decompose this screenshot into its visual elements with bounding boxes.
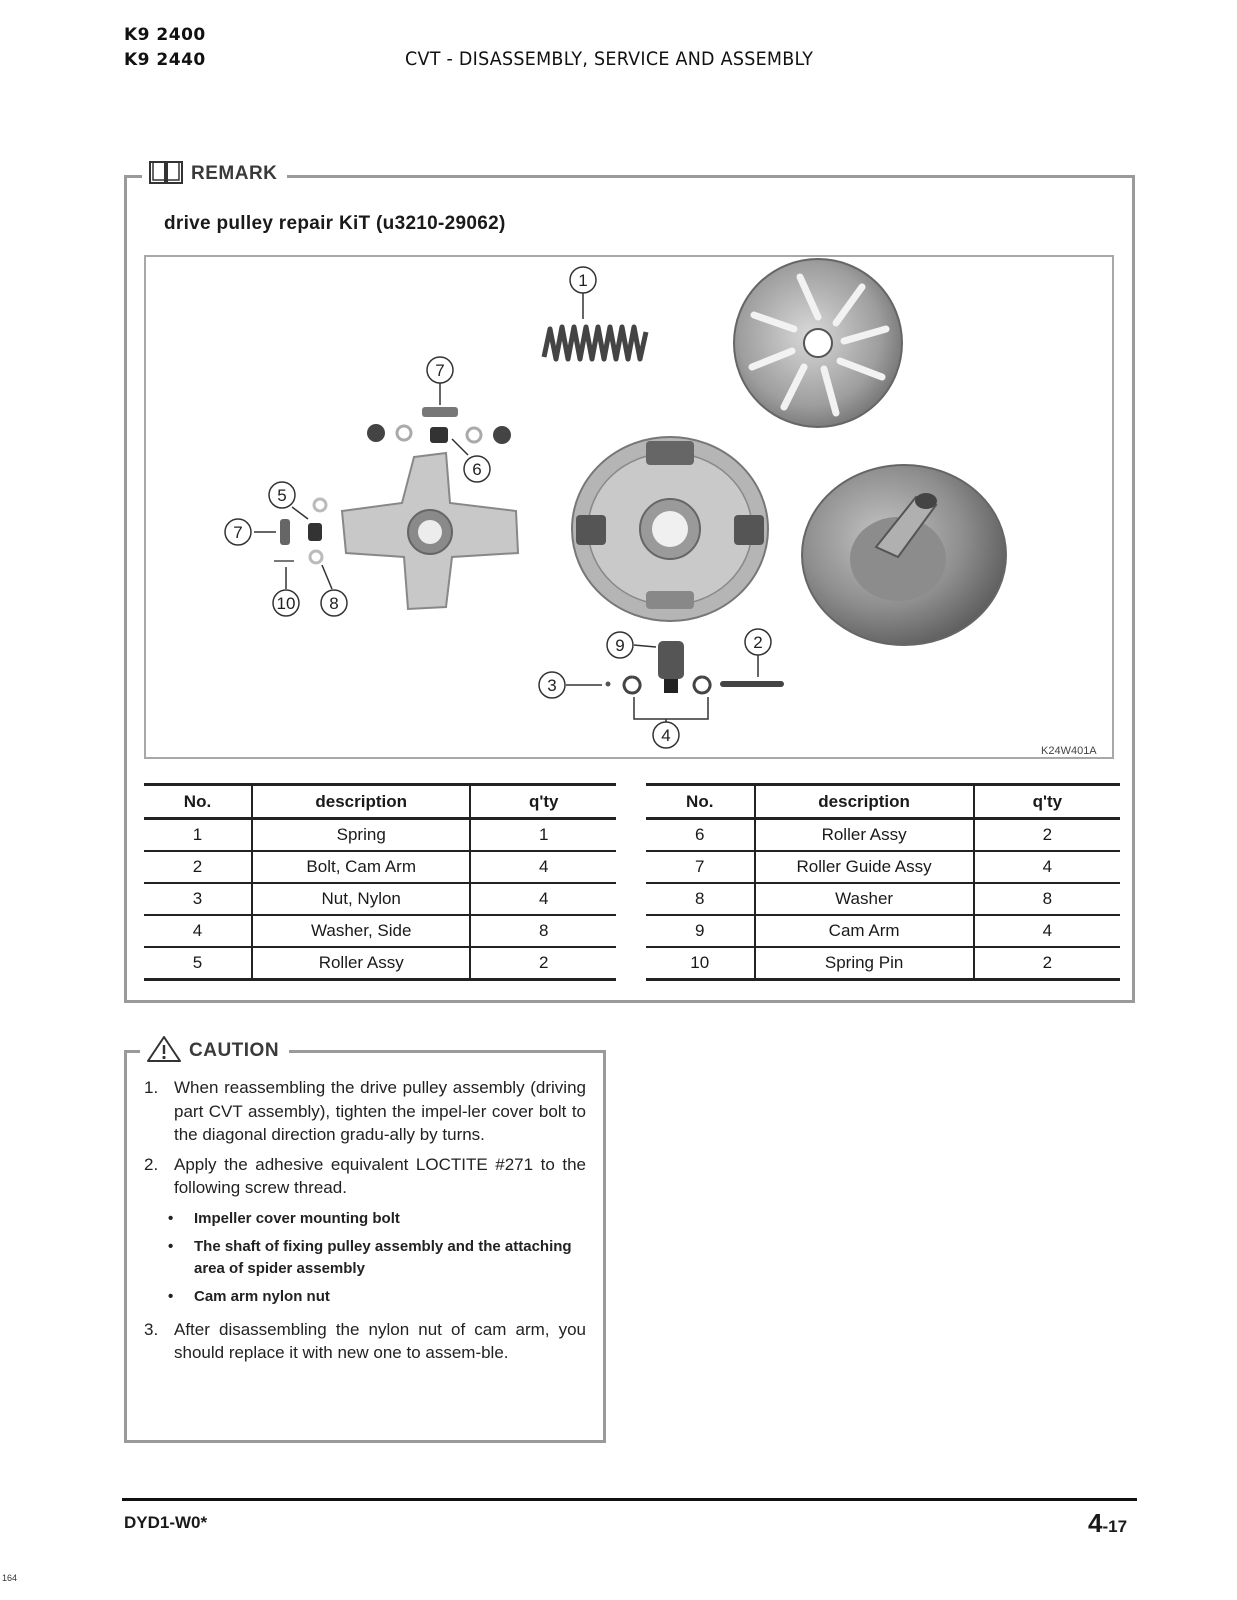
spring-part [544,327,646,359]
callout-1: 1 [578,271,588,290]
cell-description: Bolt, Cam Arm [252,851,470,883]
document-code: DYD1-W0* [124,1513,208,1532]
bullet-item: • Impeller cover mounting bolt [168,1208,586,1230]
remark-label: REMARK [191,163,278,184]
table-row [144,883,616,915]
caution-item [140,1318,586,1365]
page-number [1088,1508,1127,1539]
caution-item [140,1076,586,1147]
cell-no: 7 [646,851,755,883]
cell-no: 6 [646,819,755,852]
warning-triangle-icon [146,1035,182,1068]
remark-header [142,160,287,188]
figure-code: K24W401A [1041,745,1097,757]
caution-item-number: 1. [144,1078,159,1097]
callout-4: 4 [661,726,671,745]
caution-item-text: After disassembling the nylon nut of cam arm, you should replace it with new one to assem-ble. [174,1319,586,1362]
caution-list [140,1076,586,1371]
cell-no: 4 [144,915,252,947]
table-row [646,851,1120,883]
cell-description: Cam Arm [755,915,974,947]
cell-no: 9 [646,915,755,947]
callout-10: 10 [276,594,296,613]
caution-item-text: Apply the adhesive equivalent LOCTITE #271 to the following screw thread. [174,1154,586,1197]
callout-8: 8 [329,594,339,613]
bullet-text: The shaft of fixing pulley assembly and the attaching area of spider assembly [194,1237,572,1277]
cell-qty: 8 [974,883,1120,915]
header-no: No. [646,785,755,819]
page-chapter: 4 [1088,1508,1103,1538]
cell-no: 3 [144,883,252,915]
page-title: CVT - DISASSEMBLY, SERVICE AND ASSEMBLY [405,48,814,70]
cell-no: 8 [646,883,755,915]
table-row [144,915,616,947]
page-index: -17 [1102,1517,1128,1536]
callout-5: 5 [277,486,287,505]
cell-description: Spring Pin [755,947,974,980]
callout-7-left: 7 [233,523,243,542]
movable-pulley-part [572,437,768,621]
header-description: description [755,785,974,819]
cell-qty: 4 [974,851,1120,883]
bullet-item: • The shaft of fixing pulley assembly and the attaching area of spider assembly [168,1236,586,1280]
model-number-1: K9 2400 [124,25,206,45]
cell-qty: 2 [470,947,616,980]
cell-qty: 8 [470,915,616,947]
caution-item-number: 2. [144,1154,159,1174]
cell-description: Roller Guide Assy [755,851,974,883]
spider-part [342,453,518,609]
caution-item-number: 3. [144,1319,159,1339]
table-row [144,947,616,980]
cell-qty: 4 [470,883,616,915]
callout-2: 2 [753,633,763,652]
cell-qty: 2 [974,819,1120,852]
cell-no: 10 [646,947,755,980]
callout-9: 9 [615,636,625,655]
footer-divider [122,1498,1137,1501]
header-qty: q'ty [974,785,1120,819]
cell-no: 5 [144,947,252,980]
header-qty: q'ty [470,785,616,819]
table-row [646,819,1120,852]
impeller-cover-part [734,259,902,427]
cell-qty: 2 [974,947,1120,980]
bullet-text: Cam arm nylon nut [194,1287,330,1305]
cell-description: Washer, Side [252,915,470,947]
header-description: description [252,785,470,819]
kit-title: drive pulley repair KiT (u3210-29062) [164,213,506,234]
caution-item [140,1153,586,1200]
cell-qty: 1 [470,819,616,852]
cell-qty: 4 [470,851,616,883]
parts-table-left [144,783,616,981]
parts-table-right [646,783,1120,981]
cell-no: 2 [144,851,252,883]
table-row [646,915,1120,947]
caution-item-text: When reassembling the drive pulley assembly (driving part CVT assembly), tighten the impel-ler cover bolt to the diagonal direction gradu-ally by turns. [174,1078,586,1144]
callout-6: 6 [472,460,482,479]
table-row [144,819,616,852]
roller-set-top [367,407,511,444]
caution-header [140,1036,289,1066]
cell-description: Nut, Nylon [252,883,470,915]
fixed-pulley-part [802,465,1006,645]
bullet-text: Impeller cover mounting bolt [194,1209,400,1227]
table-row [646,947,1120,980]
header-no: No. [144,785,252,819]
cell-no: 1 [144,819,252,852]
cell-qty: 4 [974,915,1120,947]
model-number-2: K9 2440 [124,50,206,70]
table-row [646,883,1120,915]
book-icon [148,159,184,190]
table-row [144,851,616,883]
cell-description: Roller Assy [252,947,470,980]
callout-3: 3 [547,676,557,695]
corner-sheet-number: 164 [2,1573,18,1583]
bullet-item: • Cam arm nylon nut [168,1286,586,1308]
caution-label: CAUTION [189,1040,280,1061]
cell-description: Roller Assy [755,819,974,852]
exploded-view-figure [144,255,1114,759]
cell-description: Spring [252,819,470,852]
cell-description: Washer [755,883,974,915]
callout-7-top: 7 [435,361,445,380]
bullet-list [168,1208,586,1308]
